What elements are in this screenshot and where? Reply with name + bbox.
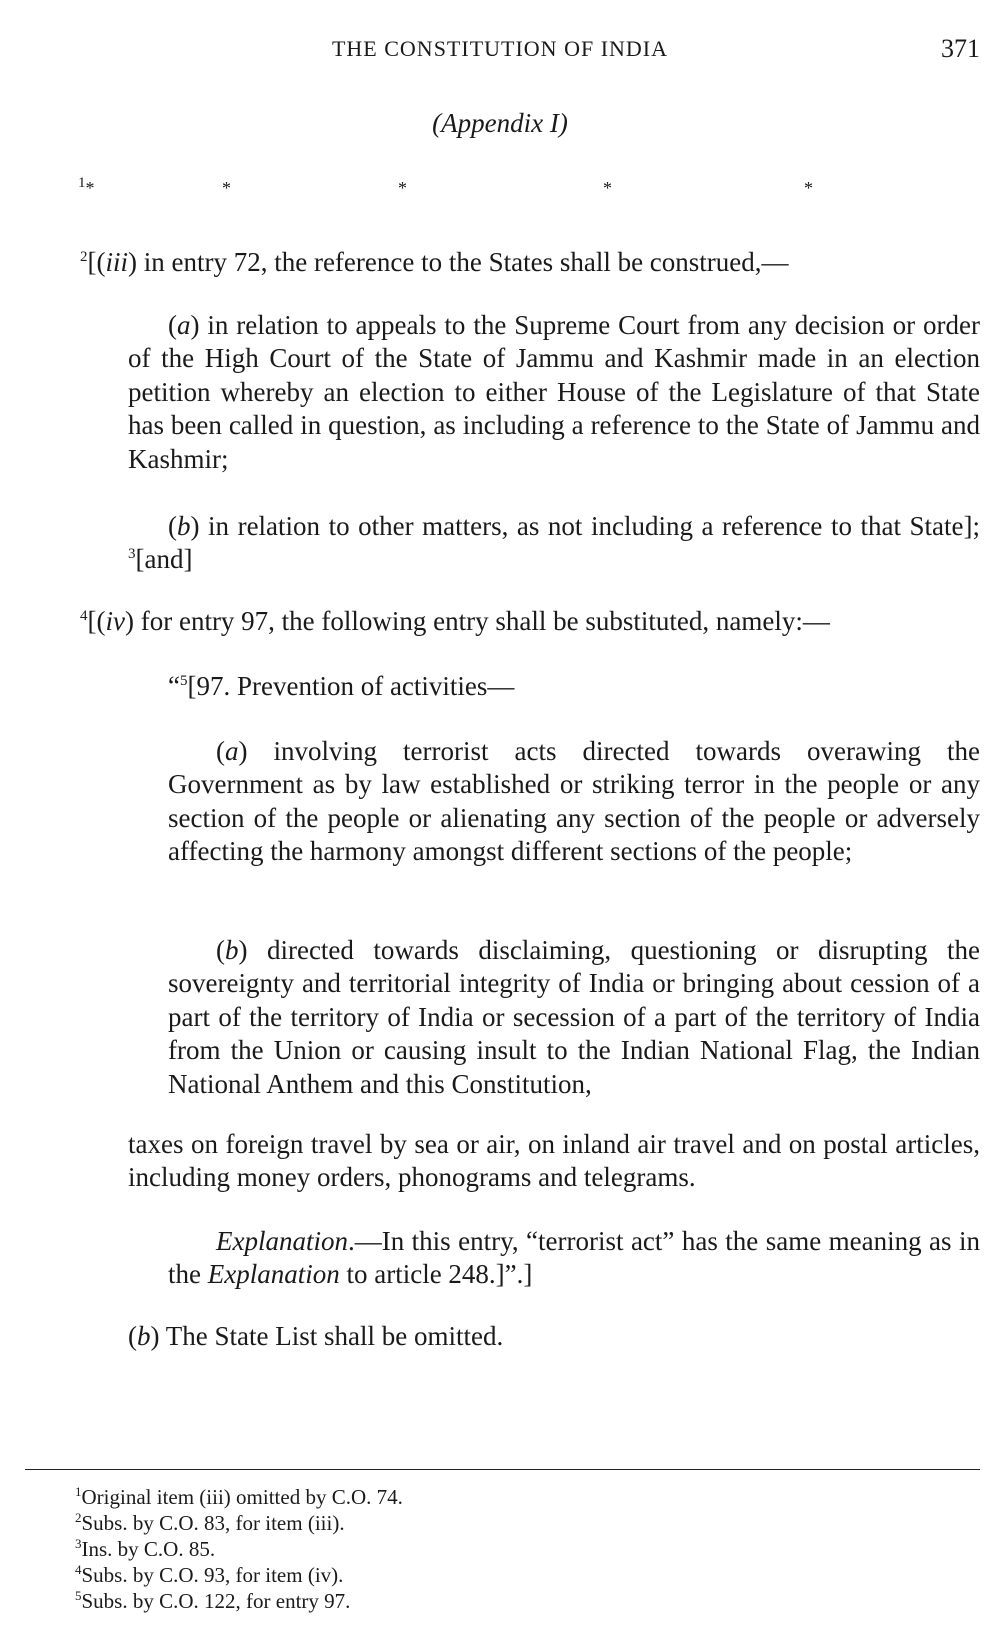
item-iii-intro: $^2$[(iii) in entry 72, the reference to the States shall be construed,—: [80, 247, 789, 277]
entry-97-explanation: Explanation.—In this entry, “terrorist act” has the same meaning as in the Explanation to article 248.]”.]: [168, 1226, 980, 1290]
entry-97-taxes: taxes on foreign travel by sea or air, on inland air travel and on postal articles, including money orders, phonograms and telegrams.: [128, 1129, 980, 1193]
star: *: [804, 178, 813, 198]
entry-97-heading: “$^5$[97. Prevention of activities—: [168, 671, 515, 701]
item-iv-intro: $^4$[(iv) for entry 97, the following entry shall be substituted, namely:—: [80, 606, 830, 636]
page-number: 371: [941, 34, 980, 63]
footnote: $^4$Subs. by C.O. 93, for item (iv).: [75, 1562, 344, 1587]
omission-marker: $^1$*: [78, 175, 95, 198]
footnote-divider: [25, 1469, 980, 1470]
omission-stars: [0, 175, 1000, 208]
footnote: $^3$Ins. by C.O. 85.: [75, 1536, 216, 1561]
star: *: [222, 178, 231, 198]
footnote: $^5$Subs. by C.O. 122, for entry 97.: [75, 1588, 351, 1613]
item-iii-clause-b: (b) in relation to other matters, as not including a reference to that State]; $^3$[and]: [128, 511, 980, 575]
state-list-clause: (b) The State List shall be omitted.: [128, 1321, 504, 1351]
item-iii-clause-a: (a) in relation to appeals to the Supreme Court from any decision or order of the High Court of the State of Jammu and Kashmir made in an election petition whereby an election to either House of the Legislature of that State has been called in question, as including a reference to the State of Jammu and Kashmir;: [128, 310, 980, 474]
entry-97-clause-b: (b) directed towards disclaiming, questioning or disrupting the sovereignty and territorial integrity of India or bringing about cession of a part of the territory of India or secession of a part of the territory of India from the Union or causing insult to the Indian National Flag, the Indian National Anthem and this Constitution,: [168, 935, 980, 1099]
appendix-label: (Appendix I): [432, 108, 568, 138]
entry-97-clause-a: (a) involving terrorist acts directed towards overawing the Government as by law established or striking terror in the people or any section of the people or alienating any section of the people or adversely affecting the harmony amongst different sections of the people;: [168, 736, 980, 867]
star: *: [398, 178, 407, 198]
running-header: THE CONSTITUTION OF INDIA: [331, 36, 669, 61]
footnote: $^2$Subs. by C.O. 83, for item (iii).: [75, 1510, 345, 1535]
footnote: $^1$Original item (iii) omitted by C.O. 74.: [75, 1484, 403, 1509]
star: *: [603, 178, 612, 198]
